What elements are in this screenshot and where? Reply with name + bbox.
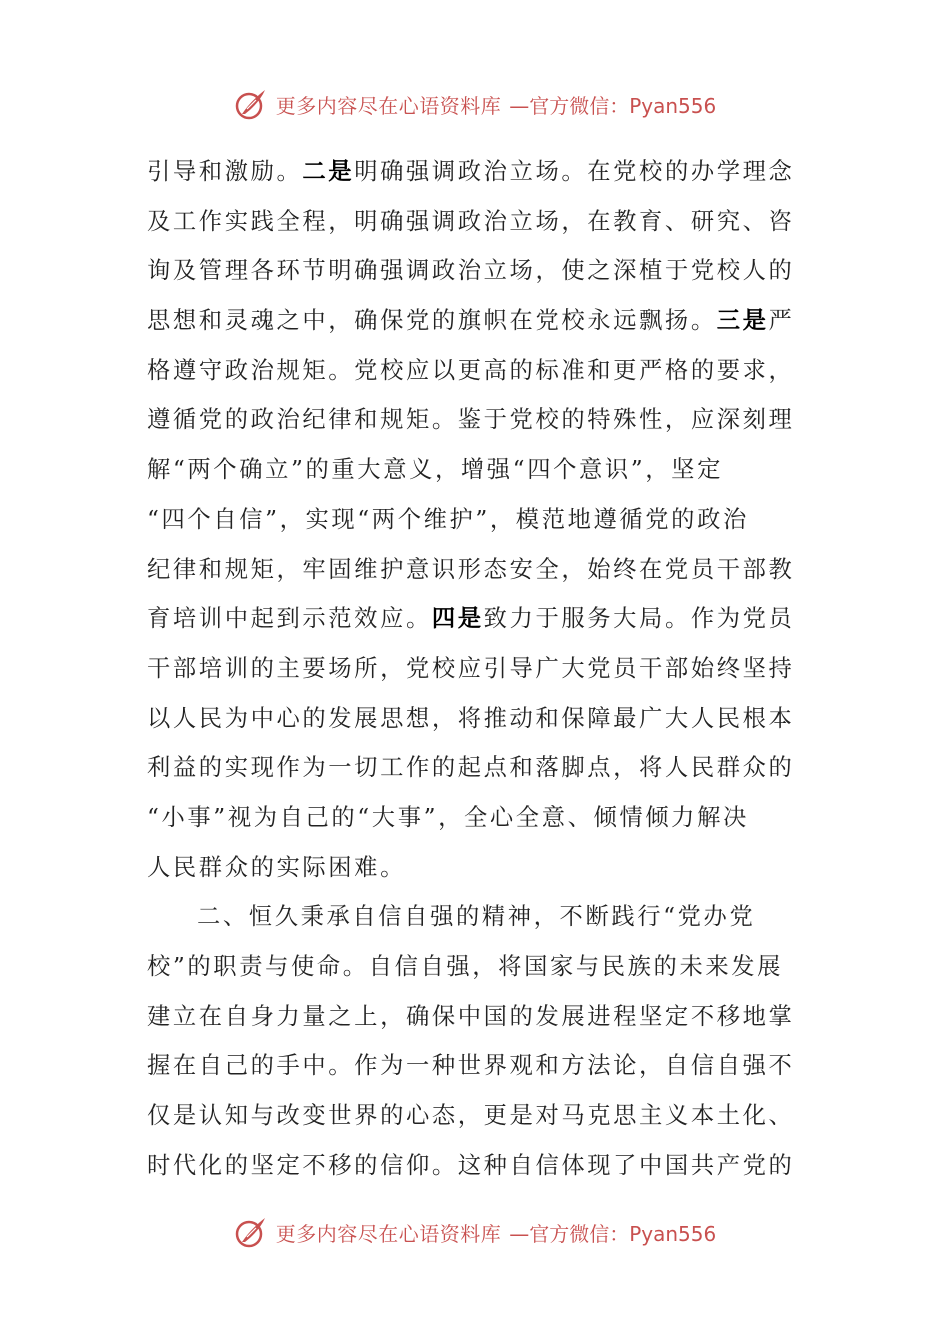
bold-marker: 四是 bbox=[431, 605, 484, 633]
text-run: 二、恒久秉承自信自强的精神，不断践行“党办党 bbox=[197, 903, 756, 931]
text-run: 严 bbox=[768, 307, 795, 335]
bold-marker: 三是 bbox=[716, 307, 769, 335]
text-run: 致力于服务大局。作为党员 bbox=[483, 605, 795, 633]
text-line bbox=[147, 296, 795, 346]
text-run: 明确强调政治立场。在党校的办学理念 bbox=[354, 158, 795, 185]
text-run: 时代化的坚定不移的信仰。这种自信体现了中国共产党的 bbox=[147, 1151, 795, 1179]
text-run: “小事”视为自己的“大事”，全心全意、倾情倾力解决 bbox=[147, 803, 749, 831]
text-line bbox=[147, 743, 795, 793]
document-body bbox=[147, 147, 795, 1190]
text-line bbox=[147, 644, 795, 694]
text-run: 以人民为中心的发展思想，将推动和保障最广大人民根本 bbox=[147, 704, 795, 732]
watermark-contact: —官方微信：Pyan556 bbox=[509, 1221, 717, 1246]
text-line bbox=[147, 197, 795, 247]
text-line bbox=[147, 793, 787, 843]
bold-marker: 二是 bbox=[302, 158, 355, 185]
watermark-brand: 更多内容尽在心语资料库 bbox=[275, 93, 502, 118]
text-run: 引导和激励。 bbox=[147, 158, 303, 185]
text-line bbox=[147, 246, 795, 296]
text-line bbox=[147, 395, 795, 445]
text-run: 人民群众的实际困难。 bbox=[147, 853, 406, 881]
text-run: 思想和灵魂之中，确保党的旗帜在党校永远飘扬。 bbox=[147, 307, 717, 335]
text-run: 遵循党的政治纪律和规矩。鉴于党校的特殊性，应深刻理 bbox=[147, 406, 795, 434]
text-line bbox=[147, 147, 795, 197]
text-run: 建立在自身力量之上，确保中国的发展进程坚定不移地掌 bbox=[147, 1002, 795, 1030]
text-run: 及工作实践全程，明确强调政治立场，在教育、研究、咨 bbox=[147, 207, 795, 235]
text-run: 利益的实现作为一切工作的起点和落脚点，将人民群众的 bbox=[147, 754, 795, 782]
text-line bbox=[147, 545, 795, 595]
watermark-header bbox=[0, 84, 950, 124]
text-line bbox=[147, 346, 795, 396]
text-line bbox=[147, 942, 787, 992]
text-line bbox=[147, 495, 787, 545]
quill-logo-icon bbox=[234, 87, 268, 121]
text-line bbox=[147, 992, 795, 1042]
text-run: 校”的职责与使命。自信自强，将国家与民族的未来发展 bbox=[147, 953, 784, 980]
text-line bbox=[147, 1091, 795, 1141]
watermark-footer bbox=[0, 1212, 950, 1252]
text-line bbox=[147, 445, 787, 495]
watermark-contact: —官方微信：Pyan556 bbox=[509, 93, 717, 118]
text-run: 格遵守政治规矩。党校应以更高的标准和更严格的要求， bbox=[147, 356, 795, 384]
text-run: 纪律和规矩，牢固维护意识形态安全，始终在党员干部教 bbox=[147, 555, 795, 583]
quill-logo-icon bbox=[234, 1215, 268, 1249]
text-line bbox=[147, 843, 787, 893]
text-line bbox=[147, 1041, 795, 1091]
text-run: 解“两个确立”的重大意义，增强“四个意识”，坚定 bbox=[147, 456, 723, 484]
text-run: 握在自己的手中。作为一种世界观和方法论，自信自强不 bbox=[147, 1052, 795, 1080]
watermark-brand: 更多内容尽在心语资料库 bbox=[275, 1221, 502, 1246]
text-run: 干部培训的主要场所，党校应引导广大党员干部始终坚持 bbox=[147, 654, 795, 682]
text-run: 询及管理各环节明确强调政治立场，使之深植于党校人的 bbox=[147, 257, 795, 285]
text-run: “四个自信”，实现“两个维护”，模范地遵循党的政治 bbox=[147, 505, 749, 533]
text-line bbox=[147, 1141, 795, 1191]
text-line bbox=[147, 694, 795, 744]
text-line bbox=[147, 594, 795, 644]
text-run: 育培训中起到示范效应。 bbox=[147, 605, 432, 633]
text-run: 仅是认知与改变世界的心态，更是对马克思主义本土化、 bbox=[147, 1102, 795, 1130]
text-line bbox=[147, 892, 787, 942]
